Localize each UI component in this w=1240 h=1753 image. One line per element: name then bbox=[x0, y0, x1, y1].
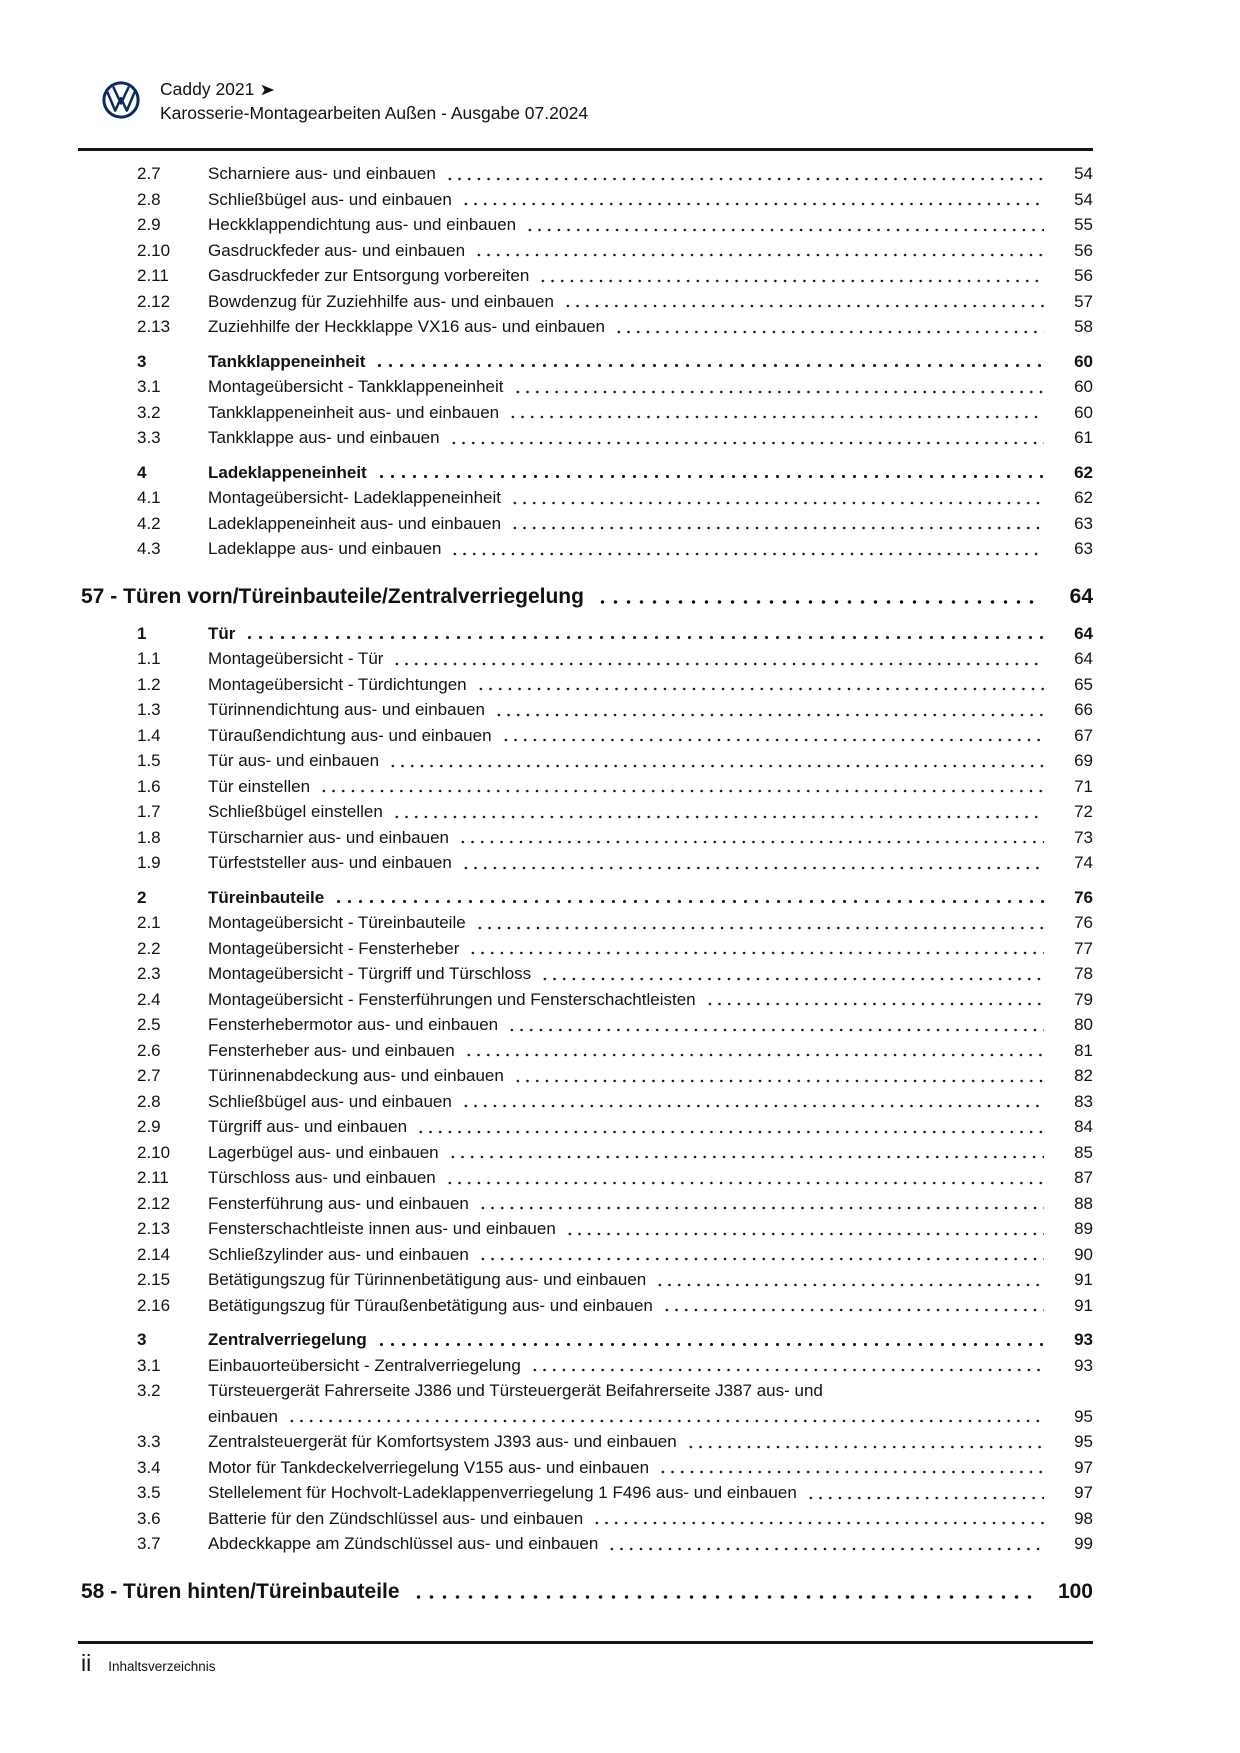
page-number: 81 bbox=[1074, 1040, 1093, 1060]
document-header bbox=[78, 80, 1093, 125]
entry-title: Heckklappendichtung aus- und einbauen bbox=[208, 215, 517, 234]
dot-leader bbox=[333, 885, 1044, 911]
dot-leader bbox=[540, 961, 1044, 987]
entry-number: 1.4 bbox=[137, 725, 161, 745]
entry-number: 4.1 bbox=[137, 488, 161, 507]
entry-number: 3 bbox=[137, 351, 147, 371]
footer-label: Inhaltsverzeichnis bbox=[108, 1659, 216, 1674]
entry-number: 1.6 bbox=[137, 776, 161, 796]
toc-entry[interactable] bbox=[78, 314, 1093, 340]
entry-number: 3.6 bbox=[137, 1508, 161, 1528]
page-number: 82 bbox=[1074, 1066, 1093, 1085]
page-number: 90 bbox=[1074, 1244, 1093, 1264]
entry-title: Montageübersicht- Ladeklappeneinheit bbox=[208, 488, 501, 507]
page-number: 60 bbox=[1074, 351, 1093, 371]
page-number: 54 bbox=[1074, 189, 1093, 209]
entry-title: Abdeckkappe am Zündschlüssel aus- und einbauen bbox=[208, 1534, 599, 1553]
entry-title: Fensterheber aus- und einbauen bbox=[208, 1040, 455, 1060]
entry-number: 2.6 bbox=[137, 1040, 161, 1060]
toc-entry[interactable] bbox=[78, 161, 1093, 187]
entry-number: 3.5 bbox=[137, 1483, 161, 1502]
toc-entry[interactable] bbox=[78, 1012, 1093, 1038]
dot-leader bbox=[592, 1506, 1044, 1532]
dot-leader bbox=[806, 1480, 1044, 1506]
page-number: 83 bbox=[1074, 1091, 1093, 1111]
dot-leader bbox=[458, 825, 1044, 851]
entry-number: 3.3 bbox=[137, 428, 161, 447]
entry-title: Gasdruckfeder aus- und einbauen bbox=[208, 240, 466, 260]
dot-leader bbox=[475, 910, 1044, 936]
page-number: 78 bbox=[1074, 964, 1093, 983]
entry-number: 1 bbox=[137, 623, 147, 643]
entry-title: Zentralverriegelung bbox=[208, 1330, 367, 1349]
entry-number: 2.5 bbox=[137, 1015, 161, 1034]
dot-leader bbox=[705, 987, 1044, 1013]
dot-leader bbox=[392, 799, 1044, 825]
entry-title: Schließbügel aus- und einbauen bbox=[208, 1091, 452, 1111]
entry-title: Bowdenzug für Zuziehhilfe aus- und einbauen bbox=[208, 291, 554, 311]
entry-number: 2.1 bbox=[137, 913, 161, 932]
page-number: 60 bbox=[1074, 402, 1093, 422]
entry-title: Fensterführung aus- und einbauen bbox=[208, 1193, 469, 1213]
page-number: 62 bbox=[1074, 488, 1093, 507]
entry-number: 1.9 bbox=[137, 853, 161, 872]
entry-number: 2.8 bbox=[137, 1091, 161, 1111]
entry-title: Türfeststeller aus- und einbauen bbox=[208, 853, 452, 872]
document-title: Karosserie-Montagearbeiten Außen - Ausgabe 07.2024 bbox=[160, 103, 589, 123]
entry-number: 2.15 bbox=[137, 1270, 171, 1289]
toc-entry[interactable] bbox=[78, 1089, 1093, 1115]
entry-title: Betätigungszug für Türaußenbetätigung aus- und einbauen bbox=[208, 1295, 653, 1315]
dot-leader bbox=[374, 349, 1044, 375]
entry-number: 3.7 bbox=[137, 1534, 161, 1553]
entry-title: Schließzylinder aus- und einbauen bbox=[208, 1244, 469, 1264]
page-number: 76 bbox=[1074, 913, 1093, 932]
entry-title: Fensterhebermotor aus- und einbauen bbox=[208, 1015, 499, 1034]
toc-entry[interactable] bbox=[78, 1191, 1093, 1217]
toc-entry[interactable] bbox=[78, 1063, 1093, 1089]
model-line bbox=[160, 77, 588, 101]
toc-entry[interactable] bbox=[78, 1455, 1093, 1481]
entry-title-continued: einbauen bbox=[208, 1406, 278, 1426]
dot-leader bbox=[525, 212, 1044, 238]
entry-title: Ladeklappe aus- und einbauen bbox=[208, 539, 442, 558]
toc-entry[interactable] bbox=[78, 1165, 1093, 1191]
page-number: 64 bbox=[1074, 623, 1093, 643]
dot-leader bbox=[445, 161, 1044, 187]
entry-number: 2.14 bbox=[137, 1244, 171, 1264]
page-number: 95 bbox=[1074, 1432, 1093, 1451]
entry-title: Scharniere aus- und einbauen bbox=[208, 164, 436, 183]
entry-title: Tür aus- und einbauen bbox=[208, 751, 380, 770]
entry-number: 3.2 bbox=[137, 1381, 161, 1400]
dot-leader bbox=[686, 1429, 1044, 1455]
toc-entry[interactable] bbox=[78, 885, 1093, 911]
entry-title: Einbauorteübersicht - Zentralverriegelung bbox=[208, 1355, 521, 1375]
toc-entry[interactable] bbox=[78, 238, 1093, 264]
dot-leader bbox=[658, 1455, 1044, 1481]
page-number: 63 bbox=[1074, 539, 1093, 558]
entry-number: 2.7 bbox=[137, 1066, 161, 1085]
toc-entry[interactable] bbox=[78, 400, 1093, 426]
dot-leader bbox=[513, 1063, 1044, 1089]
entry-number: 2 bbox=[137, 887, 147, 907]
page-number: 56 bbox=[1074, 266, 1093, 285]
entry-title: Türinnendichtung aus- und einbauen bbox=[208, 700, 485, 719]
page-number: 61 bbox=[1074, 428, 1093, 447]
entry-title: Ladeklappeneinheit bbox=[208, 462, 367, 482]
toc-entry[interactable] bbox=[78, 1216, 1093, 1242]
dot-leader bbox=[655, 1267, 1044, 1293]
page-number: 57 bbox=[1074, 291, 1093, 311]
page-number: 63 bbox=[1074, 513, 1093, 533]
toc-entry[interactable] bbox=[78, 187, 1093, 213]
entry-number: 2.16 bbox=[137, 1295, 171, 1315]
dot-leader bbox=[376, 1327, 1044, 1353]
toc-entry[interactable] bbox=[78, 748, 1093, 774]
entry-title: Motor für Tankdeckelverriegelung V155 aus- und einbauen bbox=[208, 1457, 650, 1477]
dot-leader bbox=[478, 1191, 1044, 1217]
toc-entry[interactable] bbox=[78, 936, 1093, 962]
page-number: 87 bbox=[1074, 1168, 1093, 1187]
toc-entry[interactable] bbox=[78, 374, 1093, 400]
toc-entry[interactable] bbox=[78, 1140, 1093, 1166]
toc-entry-line bbox=[78, 1404, 1093, 1430]
table-of-contents bbox=[78, 161, 1093, 1616]
page-number: 72 bbox=[1074, 802, 1093, 821]
entry-title: Montageübersicht - Türdichtungen bbox=[208, 674, 467, 694]
toc-entry[interactable] bbox=[78, 850, 1093, 876]
toc-entry[interactable] bbox=[78, 263, 1093, 289]
page-number: 84 bbox=[1074, 1117, 1093, 1136]
entry-number: 2.11 bbox=[137, 1168, 169, 1187]
entry-title: Lagerbügel aus- und einbauen bbox=[208, 1142, 439, 1162]
page-number: 97 bbox=[1074, 1457, 1093, 1477]
entry-number: 3.4 bbox=[137, 1457, 161, 1477]
dot-leader bbox=[596, 582, 1035, 612]
dot-leader bbox=[464, 1038, 1044, 1064]
page-number: 91 bbox=[1074, 1295, 1093, 1315]
vw-logo-icon bbox=[101, 80, 141, 120]
toc-entry[interactable] bbox=[78, 1038, 1093, 1064]
entry-title: Ladeklappeneinheit aus- und einbauen bbox=[208, 513, 502, 533]
entry-number: 2.11 bbox=[137, 266, 169, 285]
page-number: 93 bbox=[1074, 1330, 1093, 1349]
footer-rule bbox=[78, 1641, 1093, 1644]
arrowhead-right-icon bbox=[261, 84, 275, 96]
toc-entry[interactable] bbox=[78, 1506, 1093, 1532]
toc-entry[interactable] bbox=[78, 1242, 1093, 1268]
entry-title: Montageübersicht - Fensterheber bbox=[208, 938, 460, 958]
dot-leader bbox=[508, 400, 1044, 426]
entry-title: Türschloss aus- und einbauen bbox=[208, 1168, 436, 1187]
page-number: 67 bbox=[1074, 725, 1093, 745]
entry-number: 2.13 bbox=[137, 1219, 171, 1238]
entry-number: 2.13 bbox=[137, 317, 171, 336]
toc-entry[interactable] bbox=[78, 536, 1093, 562]
toc-entry[interactable] bbox=[78, 1378, 1093, 1429]
dot-leader bbox=[412, 1577, 1035, 1607]
entry-title: Zuziehhilfe der Heckklappe VX16 aus- und einbauen bbox=[208, 317, 605, 336]
toc-entry[interactable] bbox=[78, 460, 1093, 486]
entry-title: Zentralsteuergerät für Komfortsystem J393 aus- und einbauen bbox=[208, 1432, 677, 1451]
page-number: 65 bbox=[1074, 674, 1093, 694]
toc-entry[interactable] bbox=[78, 1293, 1093, 1319]
entry-number: 1.2 bbox=[137, 674, 161, 694]
entry-number: 3 bbox=[137, 1330, 147, 1349]
entry-number: 1.1 bbox=[137, 649, 161, 668]
toc-entry[interactable] bbox=[78, 697, 1093, 723]
entry-title: Türscharnier aus- und einbauen bbox=[208, 827, 449, 847]
page-number: 76 bbox=[1074, 887, 1093, 907]
toc-entry-line bbox=[78, 1378, 1093, 1404]
entry-title: Stellelement für Hochvolt-Ladeklappenverriegelung 1 F496 aus- und einbauen bbox=[208, 1483, 797, 1502]
toc-entry[interactable] bbox=[78, 1480, 1093, 1506]
entry-number-spacer bbox=[137, 1404, 208, 1430]
toc-entry[interactable] bbox=[78, 349, 1093, 375]
entry-number: 2.8 bbox=[137, 189, 161, 209]
entry-number: 2.9 bbox=[137, 1117, 161, 1136]
dot-leader bbox=[376, 460, 1044, 486]
page-number: 100 bbox=[1057, 1579, 1093, 1603]
dot-leader bbox=[614, 314, 1044, 340]
toc-part-label: 57 - Türen vorn/Türeinbauteile/Zentralverriegelung bbox=[81, 584, 584, 608]
toc-entry[interactable] bbox=[78, 1429, 1093, 1455]
page-number: 71 bbox=[1074, 776, 1093, 796]
entry-number: 1.3 bbox=[137, 700, 161, 719]
entry-title: Tankklappeneinheit bbox=[208, 351, 366, 371]
dot-leader bbox=[494, 697, 1044, 723]
page-number: 89 bbox=[1074, 1219, 1093, 1238]
toc-entry[interactable] bbox=[78, 987, 1093, 1013]
page-number: 60 bbox=[1074, 377, 1093, 396]
entry-title: Batterie für den Zündschlüssel aus- und einbauen bbox=[208, 1508, 584, 1528]
toc-entry[interactable] bbox=[78, 799, 1093, 825]
entry-number: 2.9 bbox=[137, 215, 161, 234]
entry-title: Schließbügel aus- und einbauen bbox=[208, 189, 452, 209]
page-number: 79 bbox=[1074, 989, 1093, 1009]
entry-number: 2.12 bbox=[137, 1193, 171, 1213]
toc-entry[interactable] bbox=[78, 723, 1093, 749]
dot-leader bbox=[565, 1216, 1044, 1242]
page-number: 93 bbox=[1074, 1355, 1093, 1375]
toc-entry[interactable] bbox=[78, 289, 1093, 315]
dot-leader bbox=[449, 425, 1044, 451]
page-number: 64 bbox=[1074, 649, 1093, 668]
toc-entry[interactable] bbox=[78, 774, 1093, 800]
dot-leader bbox=[510, 511, 1044, 537]
page-number: 77 bbox=[1074, 938, 1093, 958]
entry-number: 3.3 bbox=[137, 1432, 161, 1451]
toc-part-heading[interactable] bbox=[78, 582, 1093, 612]
entry-number: 4 bbox=[137, 462, 147, 482]
toc-entry[interactable] bbox=[78, 1327, 1093, 1353]
dot-leader bbox=[538, 263, 1044, 289]
entry-number: 2.7 bbox=[137, 164, 161, 183]
toc-entry[interactable] bbox=[78, 825, 1093, 851]
page-number: 91 bbox=[1074, 1270, 1093, 1289]
dot-leader bbox=[416, 1114, 1044, 1140]
entry-number: 3.1 bbox=[137, 1355, 161, 1375]
dot-leader bbox=[662, 1293, 1044, 1319]
dot-leader bbox=[530, 1353, 1044, 1379]
dot-leader bbox=[461, 187, 1044, 213]
entry-title: Tür einstellen bbox=[208, 776, 311, 796]
entry-number: 3.2 bbox=[137, 402, 161, 422]
dot-leader bbox=[563, 289, 1044, 315]
entry-title: Montageübersicht - Fensterführungen und Fensterschachtleisten bbox=[208, 989, 696, 1009]
dot-leader bbox=[450, 536, 1044, 562]
page-footer bbox=[81, 1648, 216, 1678]
toc-entry[interactable] bbox=[78, 511, 1093, 537]
page-number: 88 bbox=[1074, 1193, 1093, 1213]
dot-leader bbox=[392, 646, 1044, 672]
entry-title: Gasdruckfeder zur Entsorgung vorbereiten bbox=[208, 266, 530, 285]
page-number: 95 bbox=[1074, 1406, 1093, 1426]
dot-leader bbox=[478, 1242, 1044, 1268]
page-number: 64 bbox=[1069, 584, 1093, 608]
toc-entry[interactable] bbox=[78, 646, 1093, 672]
page-number: 69 bbox=[1074, 751, 1093, 770]
dot-leader bbox=[513, 374, 1045, 400]
entry-number: 2.3 bbox=[137, 964, 161, 983]
entry-number: 2.10 bbox=[137, 240, 171, 260]
entry-title: Tankklappe aus- und einbauen bbox=[208, 428, 440, 447]
page-number: 56 bbox=[1074, 240, 1093, 260]
dot-leader bbox=[448, 1140, 1044, 1166]
toc-entry[interactable] bbox=[78, 1531, 1093, 1557]
entry-number: 1.8 bbox=[137, 827, 161, 847]
dot-leader bbox=[461, 850, 1044, 876]
entry-title: Tür bbox=[208, 623, 236, 643]
dot-leader bbox=[507, 1012, 1044, 1038]
dot-leader bbox=[388, 748, 1044, 774]
toc-entry[interactable] bbox=[78, 1267, 1093, 1293]
entry-title: Schließbügel einstellen bbox=[208, 802, 383, 821]
toc-entry[interactable] bbox=[78, 1353, 1093, 1379]
page-number: 58 bbox=[1074, 317, 1093, 336]
entry-title: Türaußendichtung aus- und einbauen bbox=[208, 725, 492, 745]
toc-entry[interactable] bbox=[78, 621, 1093, 647]
dot-leader bbox=[468, 936, 1044, 962]
entry-number: 4.2 bbox=[137, 513, 161, 533]
page-number: 98 bbox=[1074, 1508, 1093, 1528]
toc-entry[interactable] bbox=[78, 961, 1093, 987]
entry-number: 3.1 bbox=[137, 377, 161, 396]
page-number: 54 bbox=[1074, 164, 1093, 183]
entry-number: 4.3 bbox=[137, 539, 161, 558]
dot-leader bbox=[607, 1531, 1044, 1557]
entry-title: Montageübersicht - Tür bbox=[208, 649, 384, 668]
page-number: 80 bbox=[1074, 1015, 1093, 1034]
page-number: 97 bbox=[1074, 1483, 1093, 1502]
page-number: 74 bbox=[1074, 853, 1093, 872]
footer-page-number: ii bbox=[81, 1650, 92, 1676]
toc-entry[interactable] bbox=[78, 1114, 1093, 1140]
entry-title: Türinnenabdeckung aus- und einbauen bbox=[208, 1066, 504, 1085]
dot-leader bbox=[445, 1165, 1044, 1191]
entry-number: 1.7 bbox=[137, 802, 161, 821]
dot-leader bbox=[476, 672, 1044, 698]
page-number: 62 bbox=[1074, 462, 1093, 482]
toc-part-label: 58 - Türen hinten/Türeinbauteile bbox=[81, 1579, 400, 1603]
page-number: 99 bbox=[1074, 1534, 1093, 1553]
dot-leader bbox=[510, 485, 1044, 511]
toc-part-heading[interactable] bbox=[78, 1577, 1093, 1607]
toc-entry[interactable] bbox=[78, 485, 1093, 511]
dot-leader bbox=[461, 1089, 1044, 1115]
page-number: 85 bbox=[1074, 1142, 1093, 1162]
entry-title: Montageübersicht - Tankklappeneinheit bbox=[208, 377, 504, 396]
entry-title: Montageübersicht - Türgriff und Türschloss bbox=[208, 964, 532, 983]
model-line-label: Caddy 2021 bbox=[160, 79, 255, 99]
toc-entry[interactable] bbox=[78, 212, 1093, 238]
toc-entry[interactable] bbox=[78, 910, 1093, 936]
header-rule bbox=[78, 148, 1093, 151]
entry-title: Tankklappeneinheit aus- und einbauen bbox=[208, 402, 500, 422]
entry-title: Betätigungszug für Türinnenbetätigung aus- und einbauen bbox=[208, 1270, 647, 1289]
toc-entry[interactable] bbox=[78, 425, 1093, 451]
page-number: 73 bbox=[1074, 827, 1093, 847]
entry-title: Fensterschachtleiste innen aus- und einbauen bbox=[208, 1219, 556, 1238]
dot-leader bbox=[474, 238, 1044, 264]
entry-number: 2.10 bbox=[137, 1142, 171, 1162]
page-number: 55 bbox=[1074, 215, 1093, 234]
dot-leader bbox=[501, 723, 1044, 749]
entry-number: 2.2 bbox=[137, 938, 161, 958]
page-number: 66 bbox=[1074, 700, 1093, 719]
entry-title: Türeinbauteile bbox=[208, 887, 325, 907]
entry-title: Türgriff aus- und einbauen bbox=[208, 1117, 408, 1136]
entry-title: Montageübersicht - Türeinbauteile bbox=[208, 913, 466, 932]
dot-leader bbox=[244, 621, 1044, 647]
dot-leader bbox=[287, 1404, 1044, 1430]
entry-title: Türsteuergerät Fahrerseite J386 und Türsteuergerät Beifahrerseite J387 aus- und bbox=[208, 1381, 823, 1400]
dot-leader bbox=[319, 774, 1044, 800]
entry-number: 2.12 bbox=[137, 291, 171, 311]
toc-entry[interactable] bbox=[78, 672, 1093, 698]
entry-number: 1.5 bbox=[137, 751, 161, 770]
entry-number: 2.4 bbox=[137, 989, 161, 1009]
